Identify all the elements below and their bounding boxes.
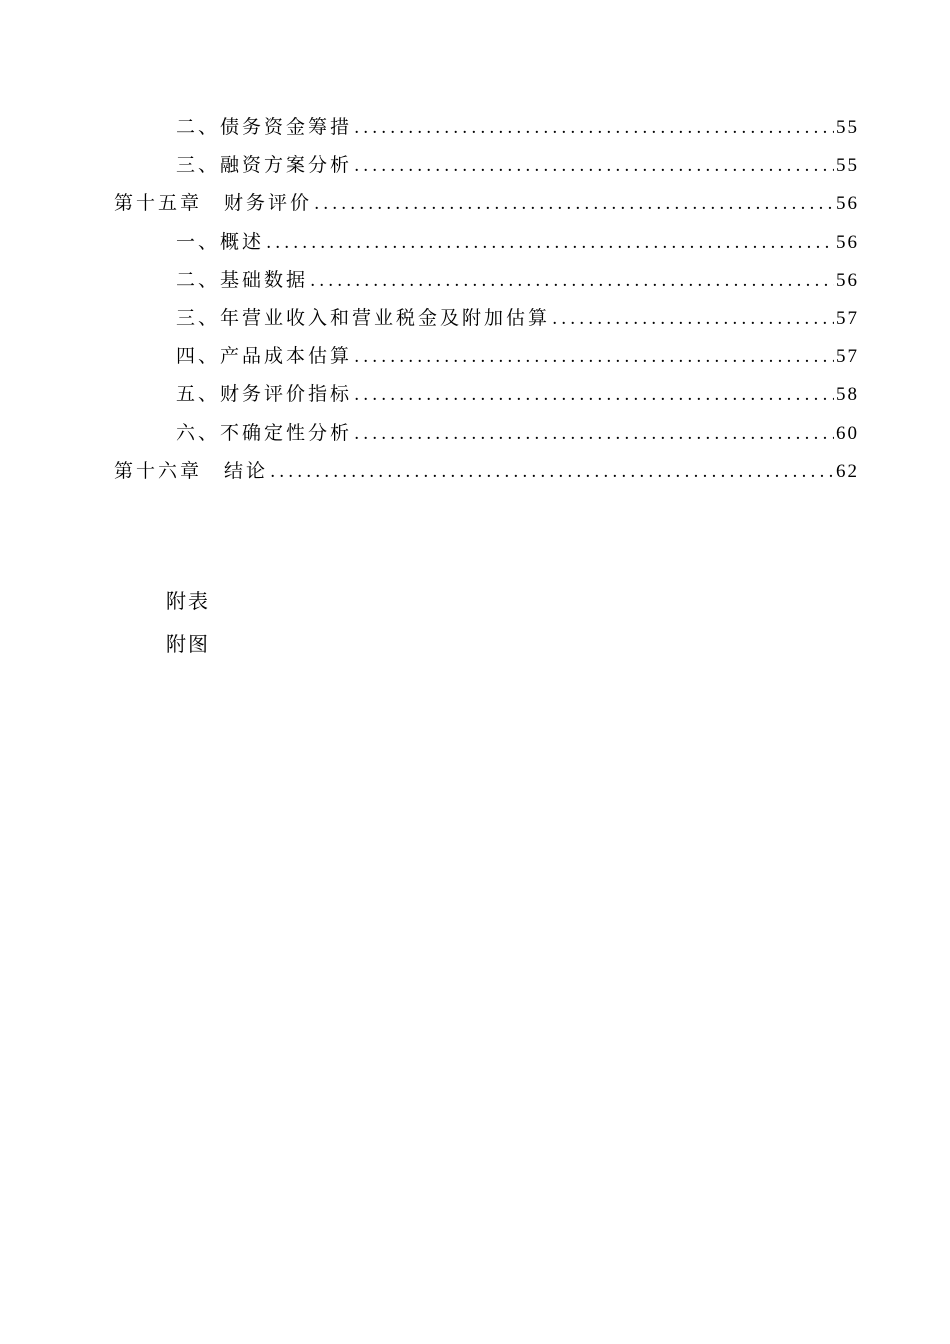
toc-leader-dots [270, 453, 834, 491]
toc-entry-label: 二、债务资金筹措 [176, 116, 353, 138]
toc-leader-dots [354, 109, 834, 147]
toc-entry-page: 55 [836, 155, 859, 177]
toc-leader-dots [314, 185, 834, 223]
toc-leader-dots [266, 224, 834, 262]
toc-entry[interactable] [114, 108, 859, 146]
toc-entry-label: 四、产品成本估算 [176, 345, 353, 368]
toc-chapter-entry[interactable] [114, 184, 859, 222]
toc-entry-page: 62 [836, 460, 859, 482]
table-of-contents [114, 108, 859, 490]
appendix-tables[interactable]: 附表 [166, 589, 210, 613]
toc-entry[interactable] [114, 223, 859, 261]
toc-leader-dots [310, 262, 834, 300]
appendix-figures[interactable]: 附图 [166, 632, 210, 656]
toc-leader-dots [354, 338, 834, 376]
toc-leader-dots [354, 376, 834, 414]
toc-entry[interactable] [114, 414, 859, 452]
appendix-list [166, 580, 210, 666]
toc-entry[interactable] [114, 337, 859, 375]
toc-entry-label: 三、年营业收入和营业税金及附加估算 [176, 306, 551, 329]
toc-entry-label: 第十六章 结论 [114, 459, 269, 482]
toc-entry-page: 55 [836, 117, 859, 138]
toc-entry-page: 56 [836, 269, 859, 291]
toc-entry[interactable] [114, 261, 859, 299]
toc-entry-page: 56 [836, 231, 859, 253]
toc-entry-page: 56 [836, 193, 859, 215]
toc-entry-page: 60 [836, 422, 859, 444]
toc-leader-dots [354, 147, 834, 185]
toc-chapter-entry[interactable] [114, 452, 859, 490]
toc-entry-label: 六、不确定性分析 [176, 421, 353, 444]
toc-entry[interactable] [114, 146, 859, 184]
toc-entry-label: 五、财务评价指标 [176, 383, 353, 406]
toc-entry-label: 三、融资方案分析 [176, 154, 353, 177]
toc-entry-label: 二、基础数据 [176, 268, 309, 291]
toc-leader-dots [354, 415, 834, 453]
toc-entry[interactable] [114, 299, 859, 337]
toc-entry[interactable] [114, 375, 859, 413]
toc-entry-page: 57 [836, 307, 859, 329]
toc-entry-page: 57 [836, 346, 859, 368]
toc-entry-label: 一、概述 [176, 230, 265, 253]
toc-leader-dots [552, 300, 834, 338]
toc-entry-label: 第十五章 财务评价 [114, 192, 313, 215]
toc-entry-page: 58 [836, 384, 859, 406]
